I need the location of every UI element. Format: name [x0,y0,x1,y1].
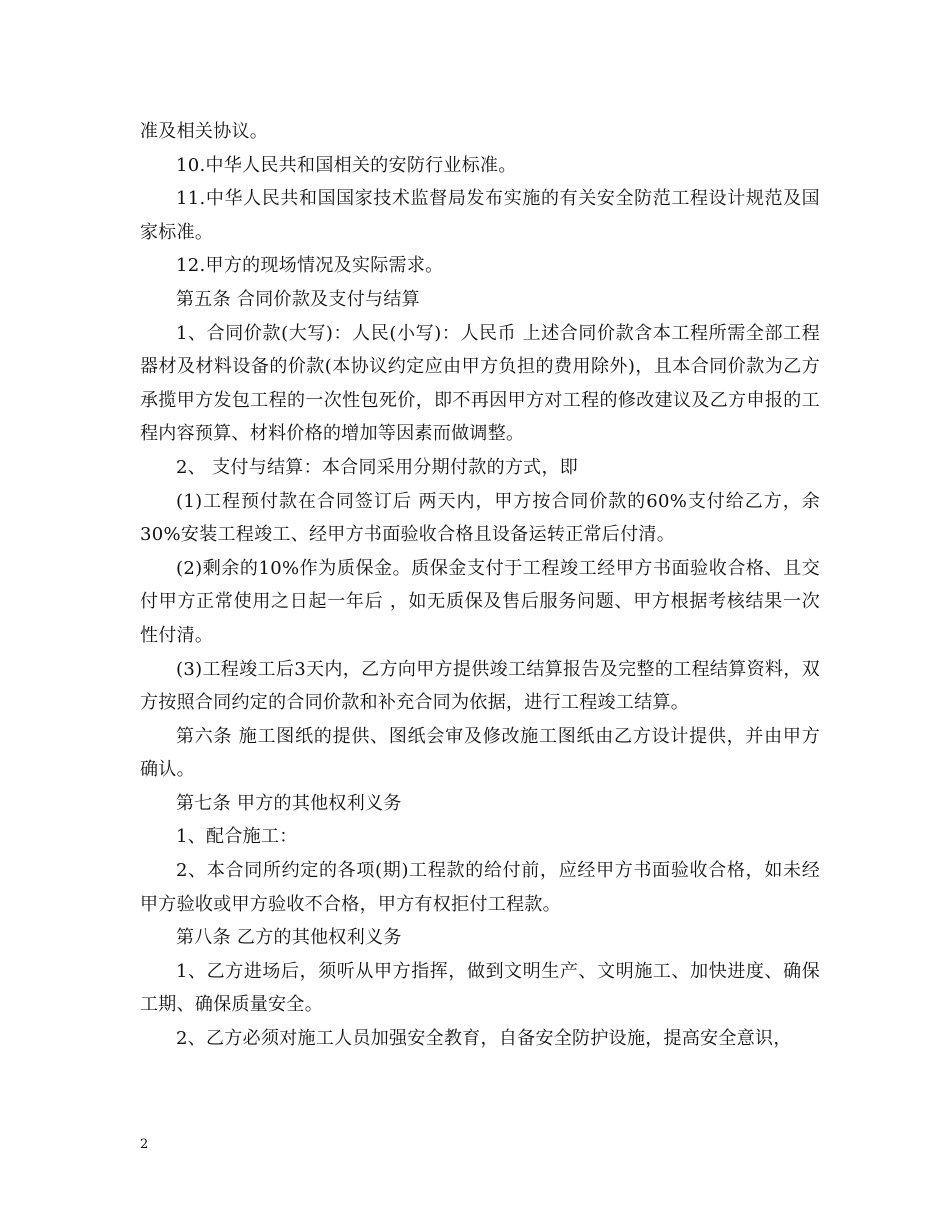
section-heading: 第五条 合同价款及支付与结算 [176,288,420,310]
page-number: 2 [140,1137,149,1152]
paragraph: 2、本合同所约定的各项(期)工程款的给付前，应经甲方书面验收合格，如未经甲方验收或甲方验收不合格，甲方有权拒付工程款。 [140,860,820,915]
paragraph: 2、 支付与结算：本合同采用分期付款的方式，即 [176,456,579,478]
paragraph: 2、乙方必须对施工人员加强安全教育，自备安全防护设施，提高安全意识， [176,1028,792,1050]
section-heading: 第八条 乙方的其他权利义务 [176,927,402,949]
paragraph: 10.中华人民共和国相关的安防行业标准。 [176,154,517,176]
document-body [140,115,820,1056]
paragraph: 1、合同价款(大写)：人民(小写)：人民币 上述合同价款含本工程所需全部工程器材及材料设备的价款(本协议约定应由甲方负担的费用除外)，且本合同价款为乙方承揽甲方发包工程的一次性包死价，即不再因甲方对工程的修改建议及乙方申报的工程内容预算、材料价格的增加等因素而做调整。 [140,322,820,445]
paragraph: 1、乙方进场后，须听从甲方指挥，做到文明生产、文明施工、加快进度、确保工期、确保质量安全。 [140,960,820,1016]
section-heading: 第六条 施工图纸的提供、图纸会审及修改施工图纸由乙方设计提供，并由甲方确认。 [140,725,820,781]
paragraph: 1、配合施工： [176,826,298,848]
paragraph: (1)工程预付款在合同签订后 两天内，甲方按合同价款的60%支付给乙方，余30%安装工程竣工、经甲方书面验收合格且设备运转正常后付清。 [140,490,820,546]
paragraph: (3)工程竣工后3天内，乙方向甲方提供竣工结算报告及完整的工程结算资料，双方按照合同约定的合同价款和补充合同为依据，进行工程竣工结算。 [140,658,820,714]
paragraph: 11.中华人民共和国国家技术监督局发布实施的有关安全防范工程设计规范及国家标准。 [140,188,820,243]
paragraph: (2)剩余的10%作为质保金。质保金支付于工程竣工经甲方书面验收合格、且交付甲方正常使用之日起一年后 ，如无质保及售后服务问题、甲方根据考核结果一次性付清。 [140,557,820,646]
paragraph: 12.甲方的现场情况及实际需求。 [176,255,444,277]
paragraph: 准及相关协议。 [140,121,269,142]
section-heading: 第七条 甲方的其他权利义务 [176,792,402,814]
